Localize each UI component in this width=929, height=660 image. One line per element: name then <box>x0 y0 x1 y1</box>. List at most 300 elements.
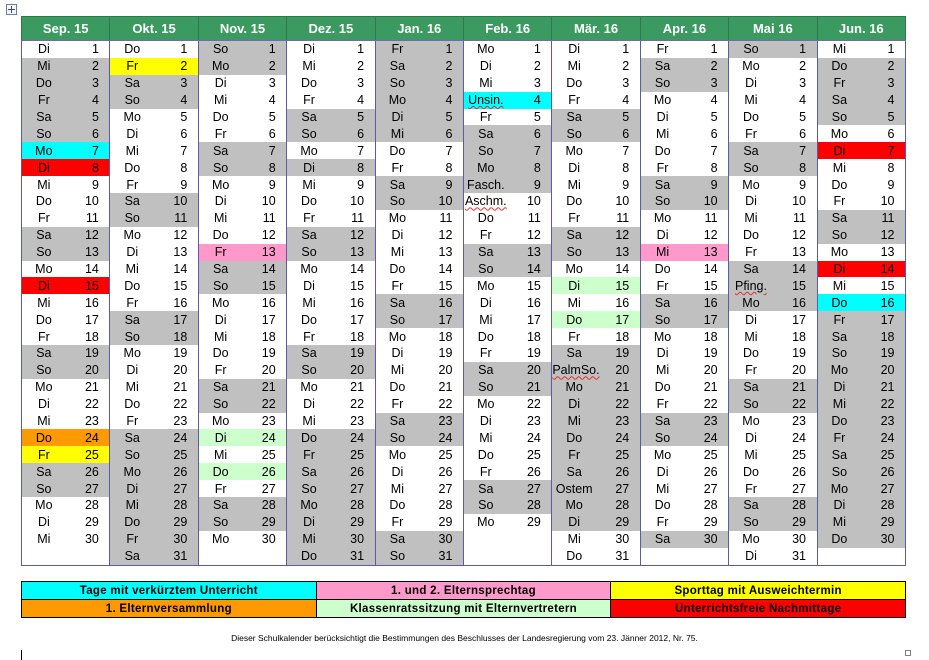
weekday-label: So <box>36 245 52 260</box>
page-corner-marker-icon <box>905 650 911 656</box>
day-cell <box>817 379 905 396</box>
weekday-label: Do <box>654 143 671 158</box>
day-number: 21 <box>438 380 453 395</box>
day-cell <box>287 548 375 565</box>
table-row <box>22 244 906 261</box>
weekday-label: Mo <box>565 498 583 513</box>
day-cell <box>110 396 198 413</box>
day-number: 10 <box>173 194 188 209</box>
weekday-label: Di <box>303 160 315 175</box>
weekday-label: Mo <box>477 42 495 57</box>
day-number: 16 <box>84 295 99 310</box>
weekday-label: Di <box>37 160 50 175</box>
table-row <box>22 109 906 126</box>
day-number: 5 <box>887 110 895 124</box>
day-cell <box>287 261 375 278</box>
weekday-label: Do <box>742 464 759 479</box>
day-cell <box>640 429 728 446</box>
day-cell <box>198 362 286 379</box>
day-number: 7 <box>357 143 365 158</box>
weekday-label: Mi <box>479 76 493 91</box>
day-cell <box>375 159 463 176</box>
weekday-label: Unsin. <box>468 93 504 108</box>
day-number: 26 <box>615 464 630 479</box>
weekday-label: So <box>301 363 317 378</box>
day-cell <box>110 294 198 311</box>
day-number: 12 <box>703 228 718 243</box>
weekday-label: Do <box>301 76 317 91</box>
weekday-label: Do <box>742 228 759 243</box>
legend-row <box>22 600 906 618</box>
weekday-label: Fr <box>126 295 139 310</box>
weekday-label: Sa <box>212 380 229 395</box>
day-number: 23 <box>792 414 807 429</box>
day-cell <box>552 362 640 379</box>
weekday-label: Di <box>745 312 757 327</box>
day-number: 9 <box>268 177 276 192</box>
day-number: 27 <box>792 481 807 496</box>
day-number: 18 <box>880 329 895 344</box>
day-cell <box>817 311 905 328</box>
day-number: 19 <box>350 346 365 361</box>
day-cell <box>287 244 375 261</box>
weekday-label: Do <box>566 430 583 445</box>
day-number: 15 <box>880 278 895 293</box>
weekday-label: Sa <box>36 110 52 124</box>
weekday-label: Di <box>745 430 757 445</box>
weekday-label: Di <box>479 295 492 310</box>
table-move-handle-icon[interactable] <box>6 4 17 15</box>
day-cell <box>552 531 640 548</box>
weekday-label: Di <box>656 346 669 361</box>
weekday-label: Fr <box>303 447 315 462</box>
day-number: 7 <box>445 143 453 158</box>
day-cell <box>287 58 375 75</box>
day-cell <box>552 429 640 446</box>
day-cell <box>817 92 905 109</box>
weekday-label: Di <box>126 126 139 141</box>
day-number: 20 <box>350 363 365 378</box>
weekday-label: Fr <box>126 414 139 429</box>
weekday-label: Sa <box>743 498 759 513</box>
day-number: 4 <box>357 93 365 108</box>
day-cell <box>817 345 905 362</box>
day-cell <box>110 429 198 446</box>
day-number: 2 <box>91 59 99 74</box>
day-number: 20 <box>261 363 276 378</box>
day-number: 3 <box>445 76 453 91</box>
weekday-label: Di <box>745 194 757 209</box>
day-cell <box>287 379 375 396</box>
day-cell <box>110 58 198 75</box>
day-number: 29 <box>438 515 453 530</box>
day-number: 2 <box>445 59 453 74</box>
day-number: 24 <box>703 430 718 445</box>
table-row <box>22 41 906 58</box>
day-number: 6 <box>887 126 895 141</box>
day-cell <box>817 75 905 92</box>
day-number: 15 <box>350 278 365 293</box>
weekday-label: So <box>124 447 140 462</box>
weekday-label: Mo <box>742 59 760 74</box>
day-cell <box>729 328 817 345</box>
day-number: 16 <box>792 295 807 310</box>
legend-item: 1. und 2. Elternsprechtag <box>316 582 611 600</box>
day-cell <box>729 142 817 159</box>
weekday-label: So <box>478 498 494 513</box>
weekday-label: Do <box>566 194 583 209</box>
day-cell <box>287 142 375 159</box>
weekday-label: Fr <box>214 245 227 260</box>
weekday-label: Mo <box>123 346 141 361</box>
day-cell <box>463 142 551 159</box>
school-calendar-table <box>21 16 906 566</box>
day-number: 16 <box>526 295 541 310</box>
legend-item: Tage mit verkürztem Unterricht <box>22 582 317 600</box>
day-number: 9 <box>533 177 541 192</box>
day-cell <box>640 531 728 548</box>
table-row <box>22 227 906 244</box>
day-number: 2 <box>357 59 365 74</box>
weekday-label: Mi <box>655 481 670 496</box>
day-cell <box>110 109 198 126</box>
day-number: 5 <box>533 110 541 124</box>
day-number: 5 <box>799 110 807 124</box>
day-cell <box>729 497 817 514</box>
day-cell <box>640 413 728 430</box>
day-cell <box>463 210 551 227</box>
day-number: 27 <box>84 481 99 496</box>
day-cell <box>287 92 375 109</box>
day-number: 30 <box>84 532 99 547</box>
weekday-label: So <box>743 160 759 175</box>
table-row <box>22 379 906 396</box>
day-cell <box>287 328 375 345</box>
day-cell <box>817 413 905 430</box>
day-cell <box>198 396 286 413</box>
day-cell <box>552 227 640 244</box>
weekday-label: Mo <box>830 245 849 260</box>
weekday-label: Fr <box>214 126 227 141</box>
day-number: 17 <box>703 312 718 327</box>
weekday-label: Do <box>566 549 583 564</box>
weekday-label: Do <box>389 498 406 513</box>
weekday-label: Fr <box>656 515 669 530</box>
day-cell <box>817 261 905 278</box>
weekday-label: Mo <box>35 143 53 158</box>
weekday-label: So <box>212 515 229 530</box>
day-number: 22 <box>84 397 99 412</box>
day-number: 17 <box>84 312 99 327</box>
weekday-label: Pfing. <box>734 278 767 293</box>
day-number: 31 <box>615 549 630 564</box>
day-cell <box>817 193 905 210</box>
day-cell <box>198 58 286 75</box>
day-cell <box>729 125 817 142</box>
day-cell <box>110 311 198 328</box>
day-number: 28 <box>703 498 718 513</box>
day-cell <box>463 463 551 480</box>
day-cell <box>640 497 728 514</box>
weekday-label: Do <box>477 329 494 344</box>
day-cell <box>463 159 551 176</box>
day-cell <box>110 362 198 379</box>
day-cell <box>552 159 640 176</box>
day-number: 9 <box>799 177 807 192</box>
table-row <box>22 142 906 159</box>
weekday-label: Di <box>568 278 581 293</box>
day-cell <box>552 311 640 328</box>
day-cell <box>287 362 375 379</box>
day-number: 22 <box>261 397 276 412</box>
day-cell <box>640 311 728 328</box>
day-number: 12 <box>84 228 99 243</box>
day-number: 21 <box>84 380 99 395</box>
day-cell <box>729 480 817 497</box>
empty-cell <box>640 548 728 565</box>
weekday-label: Do <box>301 312 317 327</box>
weekday-label: Do <box>124 397 141 412</box>
day-number: 29 <box>261 515 276 530</box>
weekday-label: Di <box>568 160 581 175</box>
month-header: Jun. 16 <box>817 17 905 41</box>
day-cell <box>817 328 905 345</box>
weekday-label: So <box>478 143 494 158</box>
day-number: 28 <box>173 498 188 513</box>
legend-item: Unterrichtsfreie Nachmittage <box>611 600 906 618</box>
day-number: 23 <box>703 414 718 429</box>
day-cell <box>729 294 817 311</box>
day-cell <box>729 75 817 92</box>
day-number: 6 <box>799 126 807 141</box>
day-number: 24 <box>880 430 895 445</box>
weekday-label: Mi <box>655 126 670 141</box>
day-number: 4 <box>710 93 718 108</box>
day-cell <box>198 244 286 261</box>
day-cell <box>198 328 286 345</box>
weekday-label: Fr <box>214 481 227 496</box>
day-number: 11 <box>527 211 541 226</box>
day-cell <box>110 210 198 227</box>
day-cell <box>22 176 110 193</box>
month-header: Mär. 16 <box>552 17 640 41</box>
weekday-label: Do <box>35 430 52 445</box>
weekday-label: Do <box>831 414 848 429</box>
weekday-label: Mo <box>830 481 849 496</box>
day-cell <box>198 413 286 430</box>
day-number: 8 <box>357 160 365 175</box>
day-number: 12 <box>880 228 895 243</box>
day-number: 23 <box>880 414 895 429</box>
day-number: 30 <box>615 532 630 547</box>
day-number: 19 <box>615 346 630 361</box>
day-cell <box>729 311 817 328</box>
day-number: 4 <box>180 93 188 108</box>
day-cell <box>22 58 110 75</box>
day-cell <box>375 142 463 159</box>
day-number: 24 <box>261 430 276 445</box>
day-cell <box>287 109 375 126</box>
legend-item: 1. Elternversammlung <box>22 600 317 618</box>
weekday-label: Do <box>477 211 494 226</box>
weekday-label: Fr <box>656 42 669 57</box>
weekday-label: So <box>654 312 671 327</box>
day-cell <box>552 463 640 480</box>
day-number: 6 <box>533 126 541 141</box>
day-number: 26 <box>526 464 541 479</box>
weekday-label: Mi <box>37 59 51 74</box>
weekday-label: Mi <box>567 532 581 547</box>
day-cell <box>463 345 551 362</box>
day-number: 5 <box>357 110 365 124</box>
day-number: 29 <box>615 515 630 530</box>
day-cell <box>640 58 728 75</box>
day-cell <box>22 193 110 210</box>
weekday-label: So <box>566 245 582 260</box>
day-cell <box>110 261 198 278</box>
day-cell <box>729 548 817 565</box>
day-cell <box>817 531 905 548</box>
weekday-label: Mo <box>653 329 672 344</box>
day-cell <box>640 277 728 294</box>
weekday-label: Sa <box>654 59 671 74</box>
weekday-label: Sa <box>566 110 582 124</box>
day-number: 21 <box>261 380 276 395</box>
day-number: 13 <box>438 245 453 260</box>
day-cell <box>375 75 463 92</box>
day-cell <box>463 497 551 514</box>
day-number: 28 <box>350 498 365 513</box>
day-number: 3 <box>268 76 276 91</box>
weekday-label: Sa <box>478 363 494 378</box>
day-cell <box>287 446 375 463</box>
weekday-label: Di <box>214 430 227 445</box>
day-number: 28 <box>526 498 541 513</box>
day-number: 1 <box>710 42 718 57</box>
weekday-label: Mo <box>388 447 407 462</box>
day-cell <box>110 92 198 109</box>
day-number: 29 <box>880 515 895 530</box>
day-number: 4 <box>622 93 630 108</box>
day-number: 18 <box>350 329 365 344</box>
day-number: 28 <box>615 498 630 513</box>
day-number: 18 <box>173 329 188 344</box>
weekday-label: Do <box>831 532 848 547</box>
month-header: Dez. 15 <box>287 17 375 41</box>
day-number: 22 <box>880 397 895 412</box>
day-cell <box>552 75 640 92</box>
day-number: 3 <box>180 76 188 91</box>
table-row <box>22 75 906 92</box>
day-number: 23 <box>84 414 99 429</box>
weekday-label: Sa <box>654 414 671 429</box>
day-number: 14 <box>438 262 453 277</box>
weekday-label: Fr <box>126 59 139 74</box>
day-cell <box>110 480 198 497</box>
day-number: 1 <box>180 42 188 57</box>
day-cell <box>640 193 728 210</box>
day-cell <box>375 379 463 396</box>
day-number: 12 <box>526 228 541 243</box>
table-row <box>22 480 906 497</box>
day-number: 13 <box>350 245 365 260</box>
day-number: 30 <box>173 532 188 547</box>
day-cell <box>552 41 640 58</box>
day-cell <box>552 328 640 345</box>
day-cell <box>463 294 551 311</box>
weekday-label: Do <box>35 76 52 91</box>
day-number: 3 <box>91 76 99 91</box>
day-number: 28 <box>792 498 807 513</box>
day-cell <box>22 531 110 548</box>
day-cell <box>375 41 463 58</box>
day-cell <box>552 125 640 142</box>
weekday-label: Di <box>391 464 404 479</box>
weekday-label: So <box>831 110 848 124</box>
weekday-label: Mo <box>653 211 672 226</box>
day-cell <box>110 548 198 565</box>
day-number: 10 <box>350 194 365 209</box>
weekday-label: Mi <box>744 447 758 462</box>
weekday-label: Mi <box>214 93 228 108</box>
table-row <box>22 429 906 446</box>
weekday-label: Mo <box>742 177 760 192</box>
day-number: 12 <box>438 228 453 243</box>
weekday-label: Mo <box>211 177 230 192</box>
day-cell <box>817 58 905 75</box>
day-cell <box>198 379 286 396</box>
weekday-label: Do <box>212 228 229 243</box>
day-cell <box>640 244 728 261</box>
day-number: 23 <box>350 414 365 429</box>
day-cell <box>552 58 640 75</box>
day-number: 7 <box>268 143 276 158</box>
day-cell <box>640 328 728 345</box>
day-number: 4 <box>887 93 895 108</box>
weekday-label: Di <box>833 380 846 395</box>
day-number: 11 <box>262 211 276 226</box>
weekday-label: Di <box>126 363 139 378</box>
day-cell <box>198 480 286 497</box>
day-number: 21 <box>173 380 188 395</box>
day-cell <box>375 294 463 311</box>
weekday-label: Mi <box>37 532 51 547</box>
day-cell <box>287 429 375 446</box>
table-row <box>22 261 906 278</box>
weekday-label: Mo <box>123 110 141 124</box>
weekday-label: Fr <box>303 211 315 226</box>
weekday-label: Do <box>831 59 848 74</box>
weekday-label: So <box>478 262 494 277</box>
day-cell <box>22 328 110 345</box>
weekday-label: Sa <box>566 228 582 243</box>
day-number: 19 <box>880 346 895 361</box>
weekday-label: Mi <box>302 59 316 74</box>
day-cell <box>22 311 110 328</box>
day-number: 8 <box>445 160 453 175</box>
table-row <box>22 362 906 379</box>
day-cell <box>375 311 463 328</box>
day-cell <box>110 142 198 159</box>
weekday-label: Fr <box>479 346 492 361</box>
weekday-label: Mi <box>655 245 670 260</box>
month-header: Sep. 15 <box>22 17 110 41</box>
day-number: 29 <box>703 515 718 530</box>
weekday-label: Sa <box>654 532 671 547</box>
day-cell <box>640 210 728 227</box>
day-cell <box>198 109 286 126</box>
day-cell <box>22 75 110 92</box>
